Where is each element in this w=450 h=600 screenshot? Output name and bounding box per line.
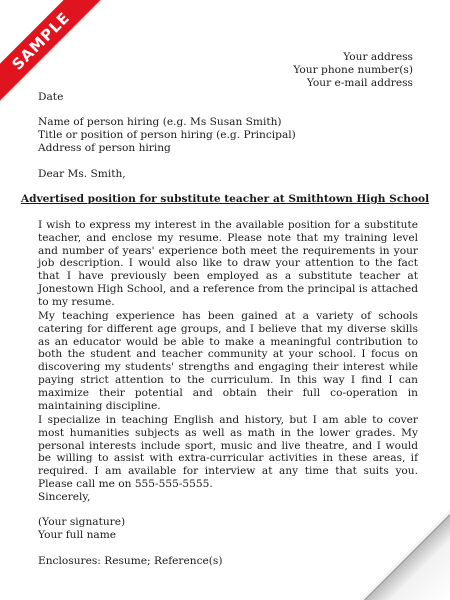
paragraph-intro: I wish to express my interest in the available position for a substitute teacher, and enclose my resume. Please note that my training level and number of years' experience both meet the requirements in your job description. I would also like to draw your attention to the fact that I have previously been employed as a substitute teacher at Jonestown High School, and a reference from the principal is attached to my resume.	[38, 219, 418, 308]
page-curl-fold	[364, 514, 450, 600]
paragraph-experience: My teaching experience has been gained at a variety of schools catering for different age groups, and I believe that my diverse skills as an educator would be able to make a meaningful contribution to both the student and teacher community at your school. I focus on discovering my students' strengths and engaging their interest while paying strict attention to the curriculum. In this way I find I can maximize their potential and obtain their full co-operation in maintaining discipline.	[38, 310, 418, 412]
sender-phone: Your phone number(s)	[293, 63, 413, 76]
sender-address-block	[293, 51, 413, 89]
sample-ribbon: SAMPLE	[0, 0, 103, 103]
signer-name: Your full name	[38, 528, 117, 541]
letter-date: Date	[38, 91, 64, 103]
recipient-name: Name of person hiring (e.g. Ms Susan Smith)	[38, 116, 282, 128]
signature-placeholder: (Your signature)	[38, 516, 126, 528]
subject-line: Advertised position for substitute teacher at Smithtown High School	[20, 193, 430, 205]
recipient-address: Address of person hiring	[38, 141, 171, 154]
sender-address: Your address	[343, 51, 413, 63]
enclosures-line: Enclosures: Resume; Reference(s)	[38, 555, 223, 567]
sender-email: Your e-mail address	[306, 76, 413, 89]
recipient-block	[38, 116, 418, 154]
salutation: Dear Ms. Smith,	[38, 168, 126, 180]
closing: Sincerely,	[38, 491, 91, 503]
recipient-title: Title or position of person hiring (e.g. Principal)	[38, 128, 296, 141]
paragraph-specialization: I specialize in teaching English and history, but I am able to cover most humanities subjects as well as math in the lower grades. My personal interests include sport, music and live theatre, and I would be willing to assist with extra-curricular activities in these areas, if required. I am available for interview at any time that suits you. Please call me on 555-555-5555.	[38, 414, 418, 490]
